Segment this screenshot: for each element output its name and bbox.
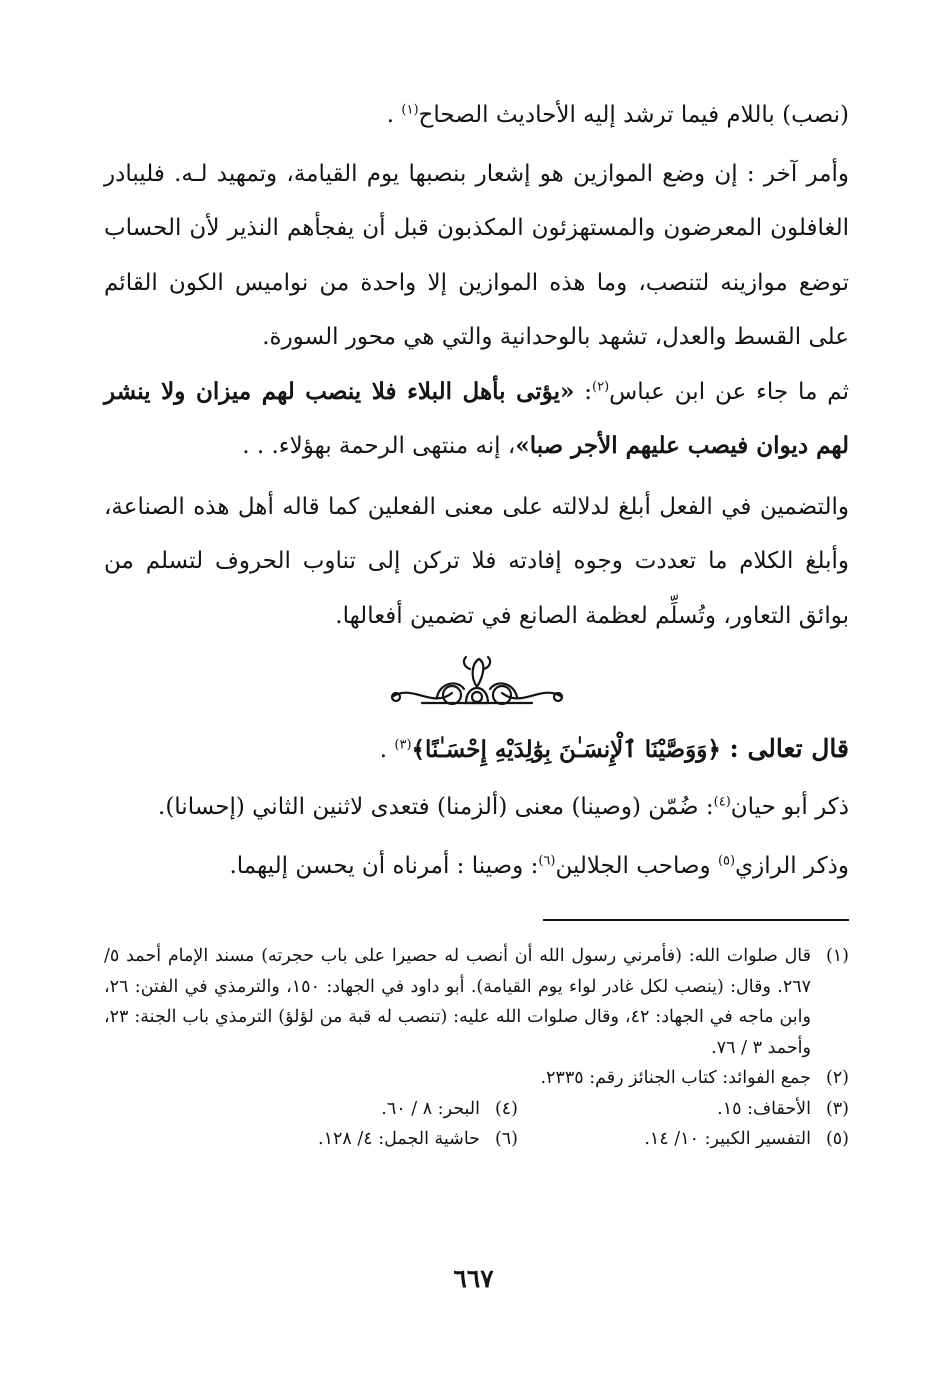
paragraph-3-colon: : — [574, 378, 592, 405]
paragraph-6-after: : وصينا : أمرناه أن يحسن إليهما. — [229, 852, 539, 879]
footnote-1 — [104, 941, 849, 1063]
footnote-4-number: (٤) — [494, 1098, 518, 1119]
paragraph-2 — [104, 147, 849, 365]
page-number: ٦٦٧ — [453, 1264, 494, 1293]
footnote-ref-2: (٢) — [592, 378, 610, 394]
paragraph-6-before: وذكر الرازي — [735, 852, 849, 879]
hadith-quote: «يؤتى بأهل البلاء فلا ينصب لهم ميزان ولا ينشر لهم ديوان فيصب عليهم الأجر صبا» — [104, 377, 849, 459]
footnote-2-number: (٢) — [825, 1068, 849, 1088]
paragraph-4-text: والتضمين في الفعل أبلغ لدلالته على معنى الفعلين كما قاله أهل هذه الصناعة، وأبلغ الكلام ما تعددت وجوه إفادته فلا تركن إلى تناوب الحروف لتسلم من بوائق التعاور، وتُسلِّم لعظمة الصانع في تضمين أفعالها. — [104, 493, 849, 629]
footnote-row-5-6 — [104, 1124, 849, 1155]
footnote-3-number: (٣) — [825, 1098, 849, 1119]
verse-end: . — [379, 737, 388, 763]
footnote-2-text: جمع الفوائد: كتاب الجنائز رقم: ٢٣٣٥. — [540, 1068, 811, 1088]
paragraph-3-before: ثم ما جاء عن ابن عباس — [609, 378, 849, 405]
paragraph-4 — [104, 480, 849, 644]
section-divider-ornament-icon — [382, 653, 572, 711]
paragraph-1 — [104, 88, 849, 143]
paragraph-6 — [104, 839, 849, 894]
paragraph-3 — [104, 365, 849, 474]
footnote-ref-5: (٥) — [717, 852, 736, 868]
paragraph-5 — [104, 780, 849, 835]
paragraph-2-text: وأمر آخر : إن وضع الموازين هو إشعار بنصبها يوم القيامة، وتمهيد لـه. فليبادر الغافلون المعرضون والمستهزئون المكذبون قبل أن يفجأهم النذير لأن الحساب توضع موازينه لتنصب، وما هذه الموازين إلا واحدة من نواميس الكون القائم على القسط والعدل، تشهد بالوحدانية والتي هي محور السورة. — [104, 160, 849, 350]
footnote-5-number: (٥) — [825, 1129, 849, 1149]
footnote-6 — [187, 1124, 518, 1155]
footnote-separator-wrap — [104, 919, 849, 921]
footnote-6-number: (٦) — [494, 1129, 518, 1149]
footnote-5 — [518, 1124, 849, 1155]
footnote-ref-4: (٤) — [713, 794, 731, 810]
paragraph-5-before: ذكر أبو حيان — [730, 794, 849, 820]
footnote-ref-3: (٣) — [394, 737, 412, 753]
footnote-3-text: الأحقاف: ١٥. — [717, 1098, 811, 1119]
paragraph-5-after: : ضُمّن (وصينا) معنى (ألزمنا) فتعدى لاثنين الثاني (إحسانا). — [158, 794, 714, 820]
paragraph-6-mid: وصاحب الجلالين — [555, 852, 718, 879]
footnote-1-number: (١) — [825, 946, 849, 966]
paragraph-1-text: (نصب) باللام فيما ترشد إليه الأحاديث الصحاح — [418, 102, 849, 128]
footnote-3 — [518, 1094, 849, 1125]
footnote-5-text: التفسير الكبير: ١٠/ ١٤. — [644, 1129, 811, 1149]
footnote-4-text: البحر: ٨ / ٦٠. — [381, 1098, 480, 1119]
footnote-ref-1: (١) — [401, 102, 419, 118]
verse-lead: قال تعالى : — [720, 734, 849, 763]
footnotes — [104, 941, 849, 1155]
footnote-1-text: قال صلوات الله: (فأمرني رسول الله أن أنصب له حصيرا على باب حجرته) مسند الإمام أحمد ٥/ ٢٦٧. وقال: (ينصب لكل غادر لواء يوم القيامة). أبو داود في الجهاد: ١٥٠، والترمذي في الفتن: ٢٦، وابن ماجه في الجهاد: ٤٢، وقال صلوات الله عليه: (تنصب له قبة من لؤلؤ) الترمذي باب الجنة: ٢٣، وأحمد ٣ / ٧٦. — [104, 946, 812, 1058]
footnote-4 — [187, 1094, 518, 1125]
footnote-separator — [543, 919, 849, 921]
footnote-2 — [104, 1063, 849, 1094]
paragraph-3-after: ، إنه منتهى الرحمة بهؤلاء. . . — [242, 433, 516, 459]
paragraph-1-end: . — [386, 102, 395, 128]
footnote-row-3-4 — [104, 1094, 849, 1125]
footnote-6-text: حاشية الجمل: ٤/ ١٢٨. — [317, 1129, 480, 1149]
quran-verse: ﴿وَوَصَّيْنَا ٱلْإِنسَـٰنَ بِوَٰلِدَيْهِ إِحْسَـٰنًا﴾ — [411, 736, 721, 763]
verse-heading — [104, 719, 849, 780]
footnote-ref-6: (٦) — [538, 852, 556, 868]
